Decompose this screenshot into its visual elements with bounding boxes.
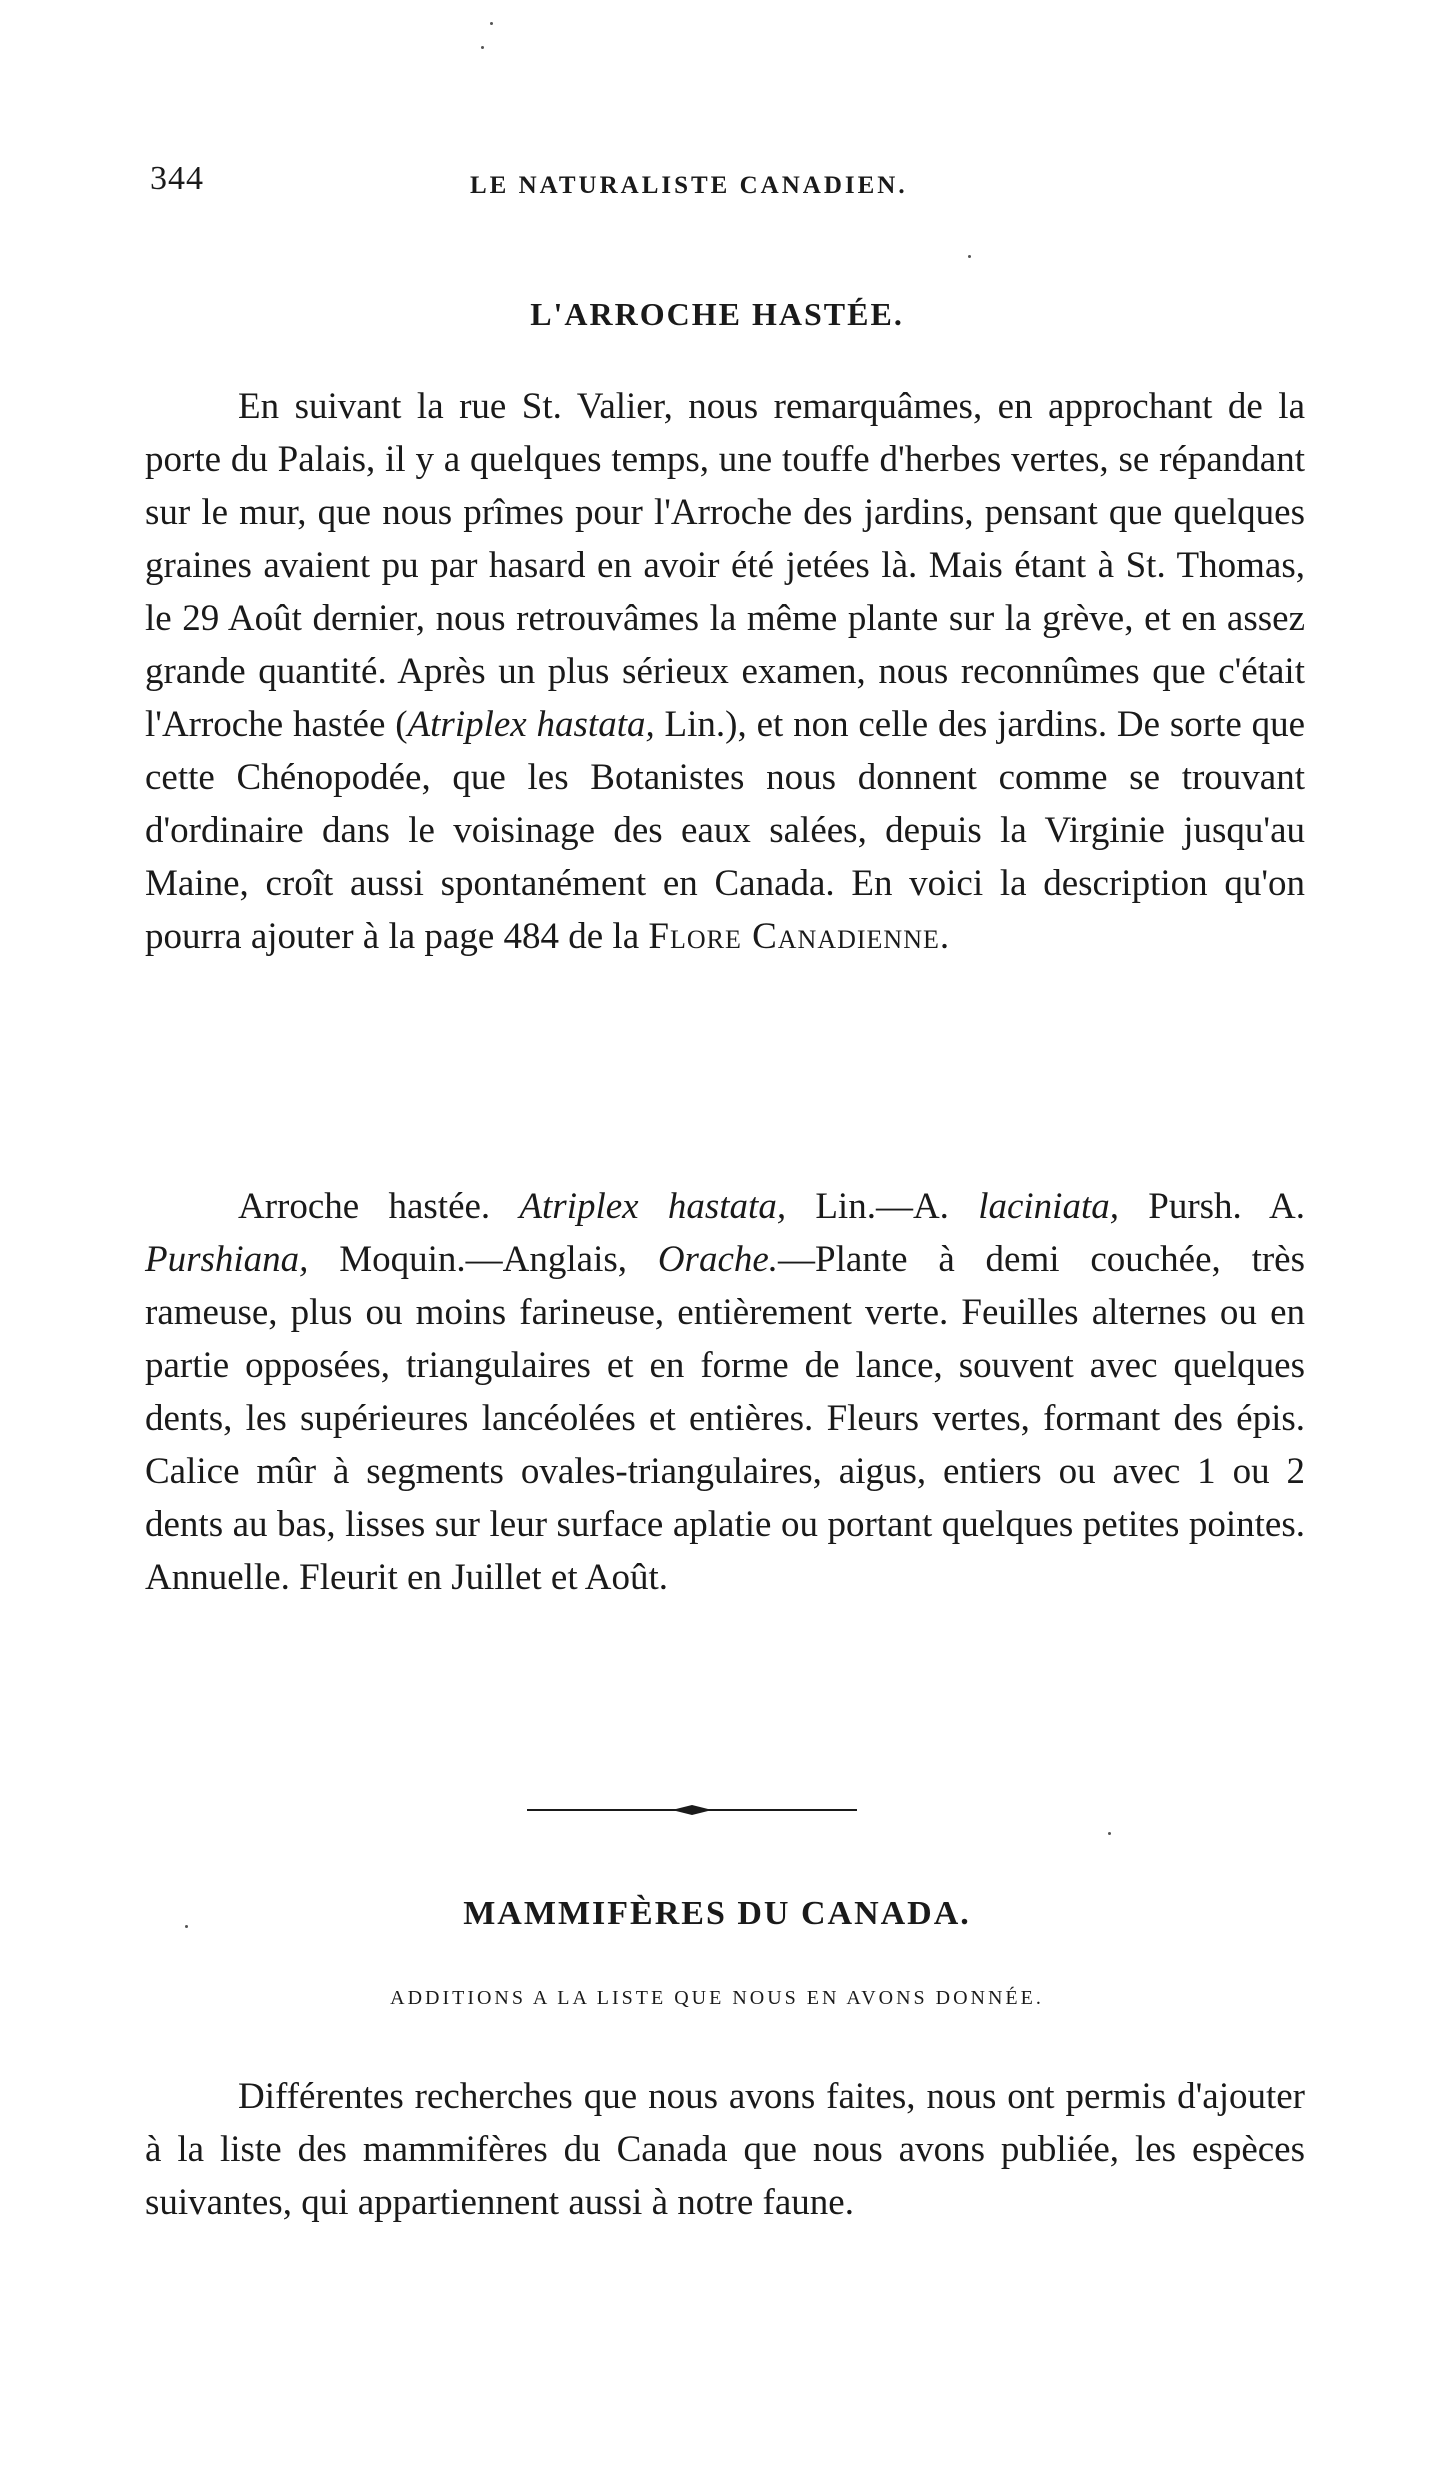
text-run: . (939, 916, 950, 957)
latin-name: Purshiana, (145, 1239, 309, 1280)
text-run: Lin.—A. (786, 1186, 979, 1227)
text-run: Arroche hastée. (238, 1186, 520, 1227)
running-head (150, 160, 1300, 210)
article-paragraph-2 (145, 1180, 1305, 1604)
scan-speck (481, 46, 484, 49)
text-run: Moquin.—Anglais, (308, 1239, 658, 1280)
latin-name: Atriplex hastata, (519, 1186, 787, 1227)
latin-name: laciniata, (978, 1186, 1119, 1227)
text-run: Pursh. A. (1119, 1186, 1305, 1227)
article-title: L'ARROCHE HASTÉE. (530, 296, 904, 332)
page-number: 344 (150, 160, 204, 197)
section-divider (527, 1800, 857, 1820)
book-title-flore-canadienne: Flore Canadienne (648, 916, 940, 957)
paragraph-text: Différentes recherches que nous avons faites, nous ont permis d'ajouter à la liste des mammifères du Canada que nous avons publiée, les espèces suivantes, qui appartiennent aussi à notre faune. (145, 2076, 1305, 2223)
paragraph-text (145, 380, 1305, 963)
paragraph-text (145, 1180, 1305, 1604)
article-paragraph-1 (145, 380, 1305, 963)
latin-name: Atriplex hastata, (407, 704, 655, 745)
section-subtitle: ADDITIONS A LA LISTE QUE NOUS EN AVONS DONNÉE. (390, 1987, 1044, 2009)
section-title: MAMMIFÈRES DU CANADA. (463, 1895, 971, 1932)
common-name: Orache. (657, 1239, 779, 1280)
text-run: —Plante à demi couchée, très rameuse, plus ou moins farineuse, entièrement verte. Feuilles alternes ou en partie opposées, triangulaires et en forme de lance, souvent avec quelques dents, les supérieures lancéolées et entières. Fleurs vertes, formant des épis. Calice mûr à segments ovales-triangulaires, aigus, entiers ou avec 1 ou 2 dents au bas, lisses sur leur surface aplatie ou portant quelques petites pointes. Annuelle. Fleurit en Juillet et Août. (145, 1239, 1306, 1598)
scan-speck (968, 255, 971, 258)
text-run: En suivant la rue St. Valier, nous remarquâmes, en approchant de la porte du Palais, il y a quelques temps, une touffe d'herbes vertes, se répandant sur le mur, que nous prîmes pour l'Arroche des jardins, pensant que quelques graines avaient pu par hasard en avoir été jetées là. Mais étant à St. Thomas, le 29 Août dernier, nous retrouvâmes la même plante sur la grève, et en assez grande quantité. Après un plus sérieux examen, nous reconnûmes que c'était l'Arroche hastée ( (145, 386, 1305, 745)
scan-speck (1108, 1832, 1111, 1835)
divider-ornament-icon (527, 1800, 857, 1820)
section-paragraph-1 (145, 2070, 1305, 2229)
text-run: Lin.), et non celle des jardins. De sorte que cette Chénopodée, que les Botanistes nous donnent comme se trouvant d'ordinaire dans le voisinage des eaux salées, depuis la Virginie jusqu'au Maine, croît aussi spontanément en Canada. En voici la description qu'on pourra ajouter à la page 484 de la (145, 704, 1305, 957)
scan-speck (490, 22, 493, 25)
journal-title: LE NATURALISTE CANADIEN. (470, 172, 908, 199)
